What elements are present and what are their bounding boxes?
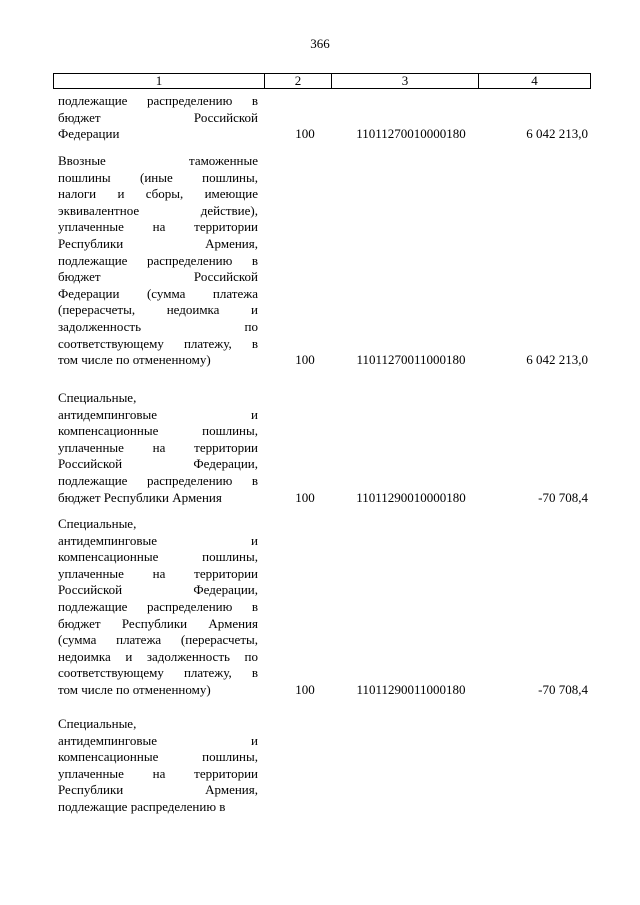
row-kbk-code: 11011270011000180 <box>356 352 466 368</box>
table-row <box>58 93 591 143</box>
description-line: Федерации (сумма платежа <box>58 285 258 301</box>
description-line: компенсационные пошлины, <box>58 749 258 765</box>
description-line: антидемпинговые и <box>58 732 258 748</box>
table-row <box>58 716 591 816</box>
description-line: соответствующему платежу, в <box>58 335 258 351</box>
row-description <box>58 93 258 143</box>
row-kbk-code: 11011290011000180 <box>356 681 466 697</box>
description-line: (сумма платежа (перерасчеты, <box>58 632 258 648</box>
description-line: подлежащие распределению в <box>58 472 258 488</box>
row-description <box>58 153 258 369</box>
table-row <box>58 390 591 506</box>
description-line: (перерасчеты, недоимка и <box>58 302 258 318</box>
description-line: Специальные, <box>58 516 137 531</box>
description-line: Российской Федерации, <box>58 582 258 598</box>
description-line: антидемпинговые и <box>58 532 258 548</box>
description-line: Федерации <box>58 126 120 142</box>
row-code-100: 100 <box>295 352 315 368</box>
description-line: подлежащие распределению в <box>58 798 226 814</box>
description-line: недоимка и задолженность по <box>58 648 258 664</box>
description-line: Специальные, <box>58 390 137 405</box>
description-line: бюджет Российской <box>58 269 258 285</box>
table-header <box>53 73 591 89</box>
description-line: том числе по отмененному) <box>58 352 211 368</box>
description-line: Российской Федерации, <box>58 456 258 472</box>
row-code-100: 100 <box>295 126 315 142</box>
description-line: Ввозные таможенные <box>58 153 258 168</box>
row-description <box>58 516 258 699</box>
description-line: эквивалентное действие), <box>58 202 258 218</box>
row-amount: 6 042 213,0 <box>526 126 588 142</box>
row-amount: -70 708,4 <box>538 681 588 697</box>
description-line: налоги и сборы, имеющие <box>58 186 258 202</box>
row-code-100: 100 <box>295 489 315 505</box>
description-line: том числе по отмененному) <box>58 681 211 697</box>
table-row <box>58 516 591 699</box>
row-description <box>58 390 258 506</box>
description-line: пошлины (иные пошлины, <box>58 169 258 185</box>
description-line: подлежащие распределению в <box>58 252 258 268</box>
description-line: бюджет Республики Армения <box>58 615 258 631</box>
description-line: бюджет Республики Армения <box>58 489 222 505</box>
header-col-2: 2 <box>265 74 332 88</box>
row-kbk-code: 11011290010000180 <box>356 489 466 505</box>
row-description <box>58 716 258 816</box>
description-line: компенсационные пошлины, <box>58 549 258 565</box>
description-line: компенсационные пошлины, <box>58 423 258 439</box>
page-number: 366 <box>310 36 330 51</box>
row-kbk-code: 11011270010000180 <box>356 126 466 142</box>
description-line: уплаченные на территории <box>58 219 258 235</box>
header-col-4: 4 <box>531 73 538 88</box>
header-col-3: 3 <box>332 74 479 88</box>
description-line: бюджет Российской <box>58 109 258 125</box>
description-line: уплаченные на территории <box>58 439 258 455</box>
description-line: уплаченные на территории <box>58 765 258 781</box>
row-amount: -70 708,4 <box>538 489 588 505</box>
description-line: задолженность по <box>58 318 258 334</box>
table-row <box>58 153 591 369</box>
description-line: Республики Армения, <box>58 235 258 251</box>
description-line: уплаченные на территории <box>58 565 258 581</box>
row-amount: 6 042 213,0 <box>526 352 588 368</box>
description-line: подлежащие распределению в <box>58 598 258 614</box>
description-line: Республики Армения, <box>58 782 258 798</box>
description-line: Специальные, <box>58 716 137 731</box>
description-line: подлежащие распределению в <box>58 93 258 108</box>
description-line: антидемпинговые и <box>58 406 258 422</box>
description-line: соответствующему платежу, в <box>58 665 258 681</box>
row-code-100: 100 <box>295 681 315 697</box>
header-col-1: 1 <box>54 74 265 88</box>
